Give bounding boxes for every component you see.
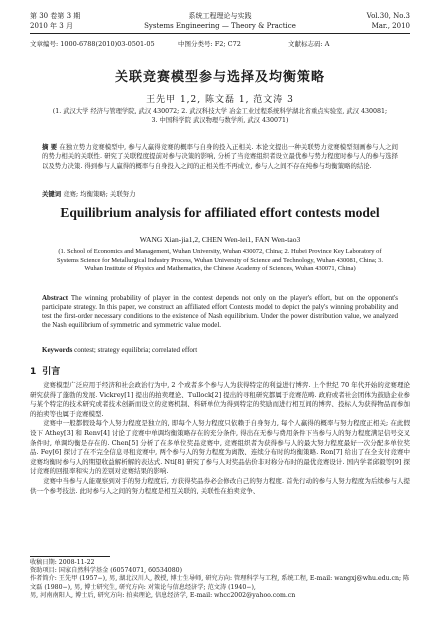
chinese-title: 关联竞赛模型参与选择及均衡策略 bbox=[114, 70, 325, 85]
funding-note: 资助项目: 国家自然科学基金 (60574071, 60534080) bbox=[30, 567, 183, 575]
body-paragraph: 竞赛模型广泛应用于经济和社会政治行为中, 2 个或者多个参与人为获得特定的利益进行博弈. 上个世纪 70 年代开始的竞赛理论研究获得了蓬勃的发展. Vickrey[1] 提出的拍卖理论、Tullock[2] 提出的寻租研究都属于竞赛范畴. 政府或者社会团体为鼓励企业参与某个特定的技术研究或者技术创新而设立的竞赛机制、科研单位为得到特定的奖励而进行相互间的博弈、投标人为获得物品而参加的拍卖等也属于竞赛模型. bbox=[30, 381, 410, 418]
chinese-abstract-label: 摘 要 bbox=[42, 143, 58, 151]
english-keywords bbox=[42, 346, 398, 355]
document-code: 文献标志码: A bbox=[288, 40, 330, 48]
header-rule bbox=[30, 33, 410, 34]
body-paragraph: 竞赛中当参与人能观察到对手的努力程度后, 方获得奖品券必会修改自己的努力程度. 首先行动的参与人努力程度为后续参与人提供一个参考技法. 此时参与人之间的努力程度是相互关联的, 关联性在拍卖竞争、 bbox=[30, 476, 410, 495]
english-authors: WANG Xian-jia1,2, CHEN Wen-lei1, FAN Wen-tao3 bbox=[139, 235, 301, 244]
section-title: 引言 bbox=[42, 367, 61, 377]
body-paragraph: 竞赛中一般都假设每个人努力程度是独立的, 即每个人努力程度只依赖于自身努力, 每个人赢得的概率与努力程度正相关; 在此假设下 Athey[3] 和 Renv[4] 讨论了竞赛中单调均衡策略存在的充分条件, 得出在无参与费用条件下当参与人的努力程度满足信号交叉条件时, 单调均衡是存在的. Chen[5] 分析了在多单位奖品竞赛中, 竞赛组织者为获得参与人的最大努力程度最好一次分配多单位奖品. Fey[6] 探讨了在不完全信息寻租竞赛中, 两个参与人的努力程度为离散、连续分布时的均衡策略. Ron[7] 给出了在全支付竞赛中竞赛均衡时参与人的期望收益解析解的表达式. Nti[8] 研究了参与人对奖品估价非对称分布时的最优竞赛设计. 国内学者邱毅等[9] 探讨竞赛的回报率和实力的差别对竞赛结果的影响. bbox=[30, 419, 410, 476]
article-number: 文章编号: 1000-6788(2010)03-0501-05 bbox=[30, 40, 155, 48]
chinese-abstract-text: 在独立势力竞赛模型中, 参与人赢得竞赛的概率与自身的投入正相关. 本论文提出一种关联势力竞赛模型刻画参与人之间的势力相关的关联性. 研究了关联程度提前对参与决策的影响, 分析了当竞赛组织者设立最优参与势力程度时参与人的参与选择以及势力决策. 得到参与人赢得的概率与自身投入之间的正相关性不再成立, 参与人之间不存在纯参与均衡策略的结论. bbox=[42, 143, 398, 170]
english-abstract bbox=[42, 294, 398, 330]
section-heading bbox=[30, 364, 66, 377]
chinese-keywords bbox=[42, 190, 398, 199]
footnote-rule bbox=[30, 556, 110, 557]
chinese-abstract bbox=[42, 143, 398, 171]
english-abstract-label: Abstract bbox=[42, 294, 69, 302]
header-journal-en: Systems Engineering — Theory & Practice bbox=[144, 22, 296, 30]
chinese-keywords-text: 竞赛; 均衡策略; 关联努力 bbox=[63, 190, 136, 198]
author-bio: 作者简介: 王先甲 (1957−), 男, 湖北汉川人, 教授, 博士生导师, 研究方向: 管理科学与工程, 系统工程, E-mail: wangxj@whu.edu.cn; 陈文磊 (1980−), 男, 博士研究生, 研究方向: 对策论与信息经济学; 范文涛 (1940−), bbox=[30, 575, 410, 591]
body-text bbox=[30, 381, 410, 496]
header-volume-en: Vol.30, No.3 bbox=[366, 12, 410, 20]
english-keywords-label: Keywords bbox=[42, 346, 73, 354]
chinese-authors: 王先甲 1,2, 陈文磊 1, 范文涛 3 bbox=[146, 95, 294, 105]
clc-number: 中图分类号: F2; C72 bbox=[178, 40, 241, 48]
footnotes bbox=[30, 559, 410, 600]
english-keywords-text: contest; strategy equilibria; correlated effort bbox=[74, 346, 198, 354]
header-date-cn: 2010 年 3 月 bbox=[30, 22, 73, 30]
english-affiliations: (1. School of Economics and Management, Wuhan University, Wuhan 430072, China; 2. Hubei Province Key Laboratory of Systems Science for Metallurgical Industry Process, Wuhan University of Science and Technology, Wuhan 430081, China; 3. Wuhan Institute of Physics and Mathematics, the Chinese Academy of Sciences, Wuhan 430071, China) bbox=[56, 248, 384, 272]
chinese-keywords-label: 关键词 bbox=[42, 190, 62, 198]
header-volume-cn: 第 30 卷第 3 期 bbox=[30, 12, 81, 20]
chinese-affiliations: (1. 武汉大学 经济与管理学院, 武汉 430072; 2. 武汉科技大学 冶金工业过程系统科学湖北省重点实验室, 武汉 430081; 3. 中国科学院 武汉物理与数学所, 武汉 430071) bbox=[52, 108, 388, 124]
section-number: 1 bbox=[30, 367, 37, 377]
header-journal-cn: 系统工程理论与实践 bbox=[188, 12, 252, 20]
english-title: Equilibrium analysis for affiliated effort contests model bbox=[60, 205, 380, 220]
received-date: 收稿日期: 2008-11-22 bbox=[30, 559, 95, 566]
author-bio-continued: 男, 河南南阳人, 博士后, 研究方向: 拍卖理论, 信息经济学, E-mail: whcc2002@yahoo.com.cn bbox=[30, 591, 296, 599]
header-date-en: Mar., 2010 bbox=[371, 22, 410, 30]
english-abstract-text: The winning probability of player in the contest depends not only on the player's effort, but on the opponent's participate strategy. In this paper, we construct an affiliated effort Contests model to depict the paly's winning probability and test the first-order necessary conditions to the existence of Nash equilibrium. Under the power distribution value, we analyzed the Nash equilibrium of symmetric and symmetric value model. bbox=[42, 294, 399, 329]
